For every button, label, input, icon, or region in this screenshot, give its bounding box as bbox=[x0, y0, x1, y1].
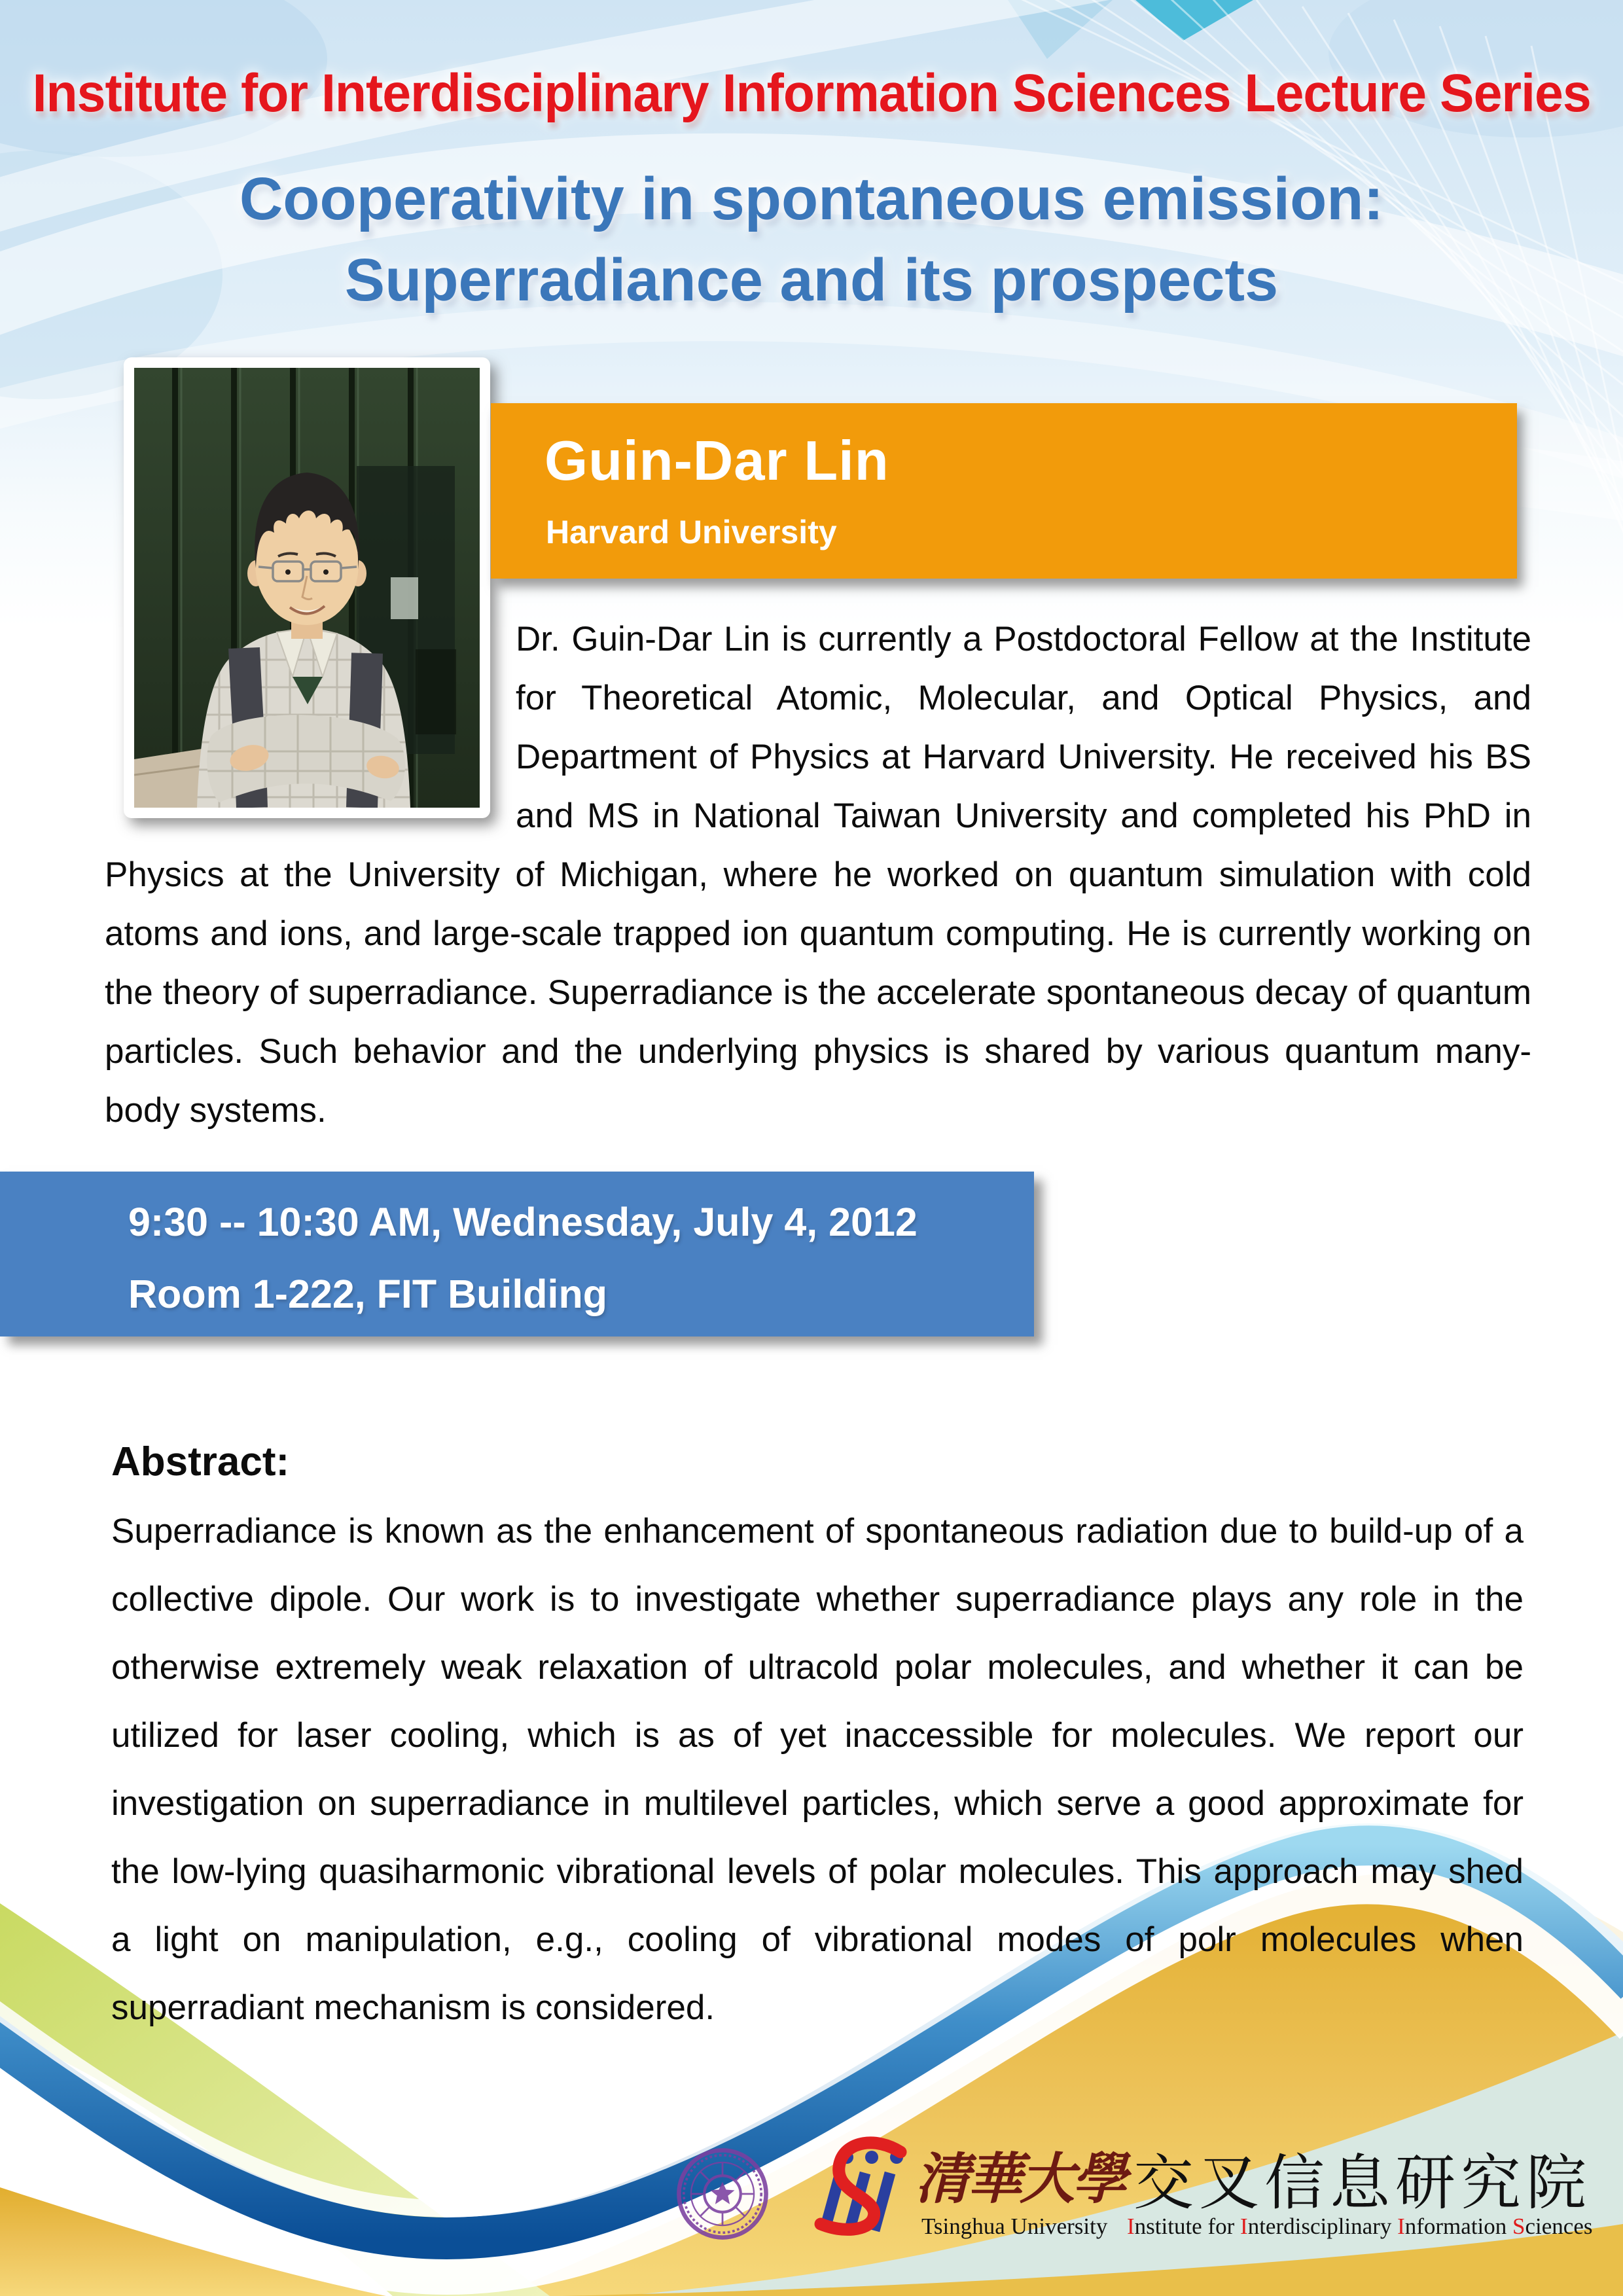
institute-en-red-letter: I bbox=[1240, 2214, 1248, 2239]
institute-en-red-letter: I bbox=[1397, 2214, 1405, 2239]
talk-title-line1: Cooperativity in spontaneous emission: bbox=[239, 166, 1384, 232]
institute-en-text: nformation bbox=[1404, 2214, 1513, 2239]
institute-en-text: ciences bbox=[1525, 2214, 1593, 2239]
schedule-banner bbox=[0, 1172, 1034, 1336]
schedule-datetime: 9:30 -- 10:30 AM, Wednesday, July 4, 2012 bbox=[128, 1200, 918, 1244]
speaker-affiliation: Harvard University bbox=[546, 514, 837, 550]
talk-title-line2: Superradiance and its prospects bbox=[344, 247, 1279, 314]
abstract-heading: Abstract: bbox=[111, 1439, 290, 1484]
speaker-banner bbox=[491, 403, 1517, 579]
speaker-name: Guin-Dar Lin bbox=[544, 430, 889, 492]
speaker-bio-text: Dr. Guin-Dar Lin is currently a Postdoctoral Fellow at the Institute for Theoretical Atomic, Molecular, and Optical Physics, and Department of Physics at Harvard University. He received his BS and MS in National Taiwan University and completed his PhD in Physics at the University of Michigan, where he worked on quantum simulation with cold atoms and ions, and large-scale trapped ion quantum computing. He is currently working on the theory of superradiance. Superradiance is the accelerate spontaneous decay of quantum particles. Such behavior and the underlying physics is shared by various quantum many-body systems. bbox=[105, 620, 1531, 1130]
schedule-location: Room 1-222, FIT Building bbox=[128, 1272, 608, 1316]
institute-name-cn: 交叉信息研究院 bbox=[1133, 2148, 1592, 2218]
institute-en bbox=[1127, 2214, 1592, 2240]
institute-en-text: nterdisciplinary bbox=[1247, 2214, 1398, 2239]
university-name-cn: 清華大學 bbox=[915, 2149, 1125, 2210]
abstract-body: Superradiance is known as the enhancement of spontaneous radiation due to build-up of a collective dipole. Our work is to investigate whether superradiance plays any role in the otherwise extremely weak relaxation of ultracold polar molecules, and whether it can be utilized for laser cooling, which is as of yet inaccessible for molecules. We report our investigation on superradiance in multilevel particles, which serve a good approximate for the low-lying quasiharmonic vibrational levels of polar molecules. This approach may shed a light on manipulation, e.g., cooling of vibrational modes of polr molecules when superradiant mechanism is considered. bbox=[111, 1512, 1524, 2027]
tsinghua-seal-icon bbox=[674, 2145, 771, 2242]
institute-en-text: nstitute for bbox=[1134, 2214, 1241, 2239]
university-name-en: Tsinghua University bbox=[921, 2214, 1108, 2239]
series-title: Institute for Interdisciplinary Information Sciences Lecture Series bbox=[32, 63, 1591, 123]
photo-wrap-spacer bbox=[105, 610, 516, 844]
speaker-bio bbox=[105, 610, 1531, 1140]
institute-en-red-letter: S bbox=[1512, 2214, 1525, 2239]
iiis-logo-icon bbox=[777, 2132, 915, 2244]
institute-en-red-letter: I bbox=[1127, 2214, 1135, 2239]
